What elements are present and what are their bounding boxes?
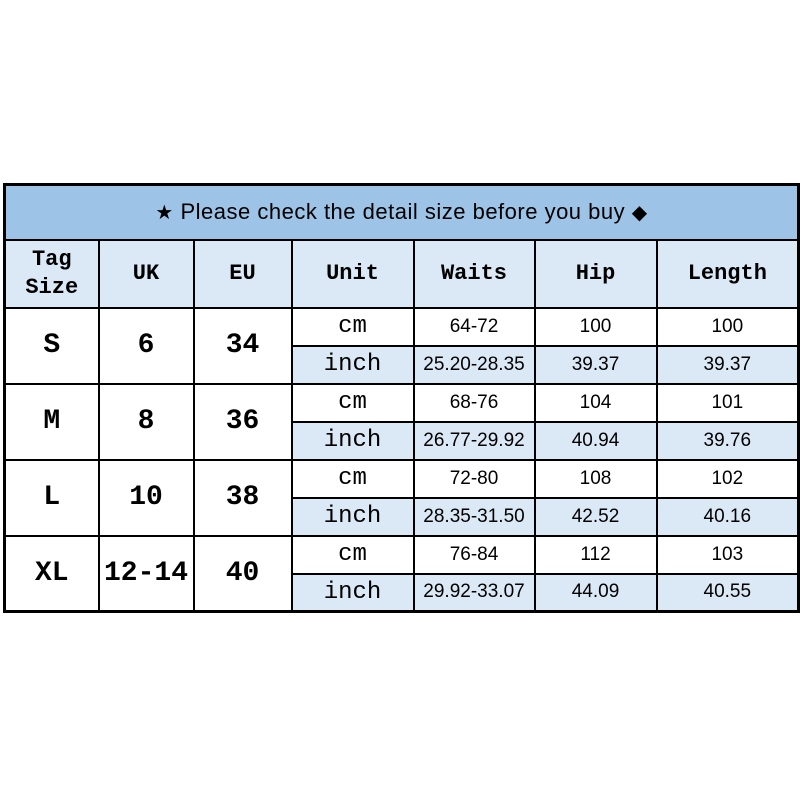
hip-value: 39.37 [535,346,657,384]
col-header-waits: Waits [414,240,535,308]
length-value: 40.55 [657,574,799,612]
eu-cell: 36 [194,384,292,460]
waits-value: 72-80 [414,460,535,498]
size-cell: M [5,384,99,460]
size-cell: S [5,308,99,384]
size-cell: XL [5,536,99,612]
col-header-tag-size: Tag Size [5,240,99,308]
unit-cell-inch: inch [292,574,414,612]
length-value: 40.16 [657,498,799,536]
eu-cell: 34 [194,308,292,384]
eu-cell: 38 [194,460,292,536]
eu-cell: 40 [194,536,292,612]
hip-value: 42.52 [535,498,657,536]
unit-cell-cm: cm [292,536,414,574]
diamond-icon: ◆ [631,202,648,225]
hip-value: 112 [535,536,657,574]
row-l-cm [5,460,799,498]
uk-cell: 6 [99,308,194,384]
col-header-unit: Unit [292,240,414,308]
unit-cell-inch: inch [292,346,414,384]
waits-value: 68-76 [414,384,535,422]
uk-cell: 12-14 [99,536,194,612]
banner [5,185,799,240]
col-header-eu: EU [194,240,292,308]
waits-value: 76-84 [414,536,535,574]
unit-cell-inch: inch [292,422,414,460]
col-header-length: Length [657,240,799,308]
length-value: 39.76 [657,422,799,460]
length-value: 100 [657,308,799,346]
waits-value: 28.35-31.50 [414,498,535,536]
hip-value: 40.94 [535,422,657,460]
waits-value: 64-72 [414,308,535,346]
unit-cell-cm: cm [292,460,414,498]
waits-value: 26.77-29.92 [414,422,535,460]
size-chart-table [3,183,800,613]
hip-value: 44.09 [535,574,657,612]
banner-row [5,185,799,240]
star-icon: ★ [155,202,174,225]
row-m-cm [5,384,799,422]
hip-value: 108 [535,460,657,498]
length-value: 39.37 [657,346,799,384]
size-cell: L [5,460,99,536]
length-value: 103 [657,536,799,574]
unit-cell-cm: cm [292,308,414,346]
col-header-uk: UK [99,240,194,308]
column-header-row [5,240,799,308]
waits-value: 29.92-33.07 [414,574,535,612]
unit-cell-inch: inch [292,498,414,536]
row-s-cm [5,308,799,346]
length-value: 101 [657,384,799,422]
col-header-hip: Hip [535,240,657,308]
unit-cell-cm: cm [292,384,414,422]
row-xl-cm [5,536,799,574]
hip-value: 100 [535,308,657,346]
hip-value: 104 [535,384,657,422]
banner-text: Please check the detail size before you buy [180,199,626,225]
uk-cell: 10 [99,460,194,536]
length-value: 102 [657,460,799,498]
uk-cell: 8 [99,384,194,460]
waits-value: 25.20-28.35 [414,346,535,384]
